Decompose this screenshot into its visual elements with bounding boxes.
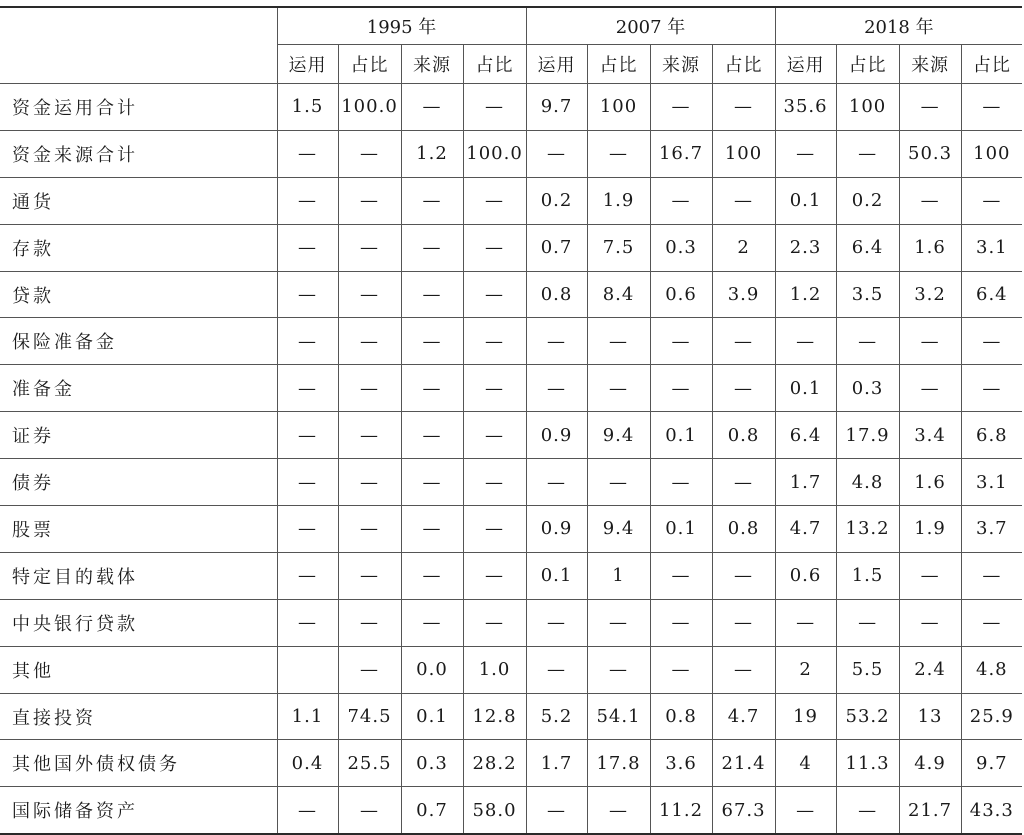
table-cell: 3.5 xyxy=(836,271,899,318)
table-cell: — xyxy=(277,412,338,459)
table-cell: — xyxy=(277,224,338,271)
table-cell: — xyxy=(775,318,836,365)
table-cell: — xyxy=(961,318,1022,365)
table-row xyxy=(0,84,1022,131)
table-cell: 6.4 xyxy=(836,224,899,271)
table-cell: 0.9 xyxy=(526,412,587,459)
table-cell: — xyxy=(712,177,775,224)
table-cell: 100.0 xyxy=(338,84,401,131)
table-cell: — xyxy=(650,459,712,506)
table-cell: — xyxy=(401,599,463,646)
table-cell: 1 xyxy=(587,552,650,599)
table-cell: — xyxy=(338,459,401,506)
table-row xyxy=(0,459,1022,506)
table-cell: 19 xyxy=(775,693,836,740)
table-cell: — xyxy=(401,318,463,365)
table-cell: 100 xyxy=(961,130,1022,177)
table-cell: 0.2 xyxy=(836,177,899,224)
table-cell: — xyxy=(712,318,775,365)
table-cell: — xyxy=(338,552,401,599)
table-cell: 21.7 xyxy=(899,787,961,834)
table-cell: 0.8 xyxy=(650,693,712,740)
table-cell: — xyxy=(526,599,587,646)
table-cell: 28.2 xyxy=(463,740,526,787)
table-cell: — xyxy=(899,365,961,412)
table-cell: 3.7 xyxy=(961,506,1022,553)
table-cell: — xyxy=(587,365,650,412)
table-row xyxy=(0,130,1022,177)
table-cell: 53.2 xyxy=(836,693,899,740)
table-cell: — xyxy=(463,177,526,224)
table-cell: 0.8 xyxy=(526,271,587,318)
column-header: 来源 xyxy=(650,45,712,84)
table-cell: 4 xyxy=(775,740,836,787)
table-cell: 5.5 xyxy=(836,646,899,693)
table-cell: — xyxy=(277,365,338,412)
table-cell: — xyxy=(338,318,401,365)
table-cell: 1.5 xyxy=(277,84,338,131)
table-cell: — xyxy=(401,459,463,506)
table-cell: 9.4 xyxy=(587,412,650,459)
table-cell: — xyxy=(277,787,338,834)
table-cell: — xyxy=(463,552,526,599)
table-cell: — xyxy=(961,84,1022,131)
table-cell: — xyxy=(712,552,775,599)
table-cell: — xyxy=(712,365,775,412)
table-cell: 6.8 xyxy=(961,412,1022,459)
table-cell: — xyxy=(401,271,463,318)
table-cell: 0.9 xyxy=(526,506,587,553)
table-cell: 1.2 xyxy=(401,130,463,177)
table-cell: — xyxy=(338,506,401,553)
table-cell: — xyxy=(775,787,836,834)
table-cell: 0.1 xyxy=(526,552,587,599)
table-cell: — xyxy=(401,224,463,271)
table-cell: 3.6 xyxy=(650,740,712,787)
table-cell: 0.3 xyxy=(401,740,463,787)
table-cell: — xyxy=(463,84,526,131)
table-cell: 25.5 xyxy=(338,740,401,787)
table-cell: — xyxy=(463,271,526,318)
table-cell: 0.1 xyxy=(775,177,836,224)
stub-header-cell xyxy=(0,7,277,84)
table-cell: 4.7 xyxy=(712,693,775,740)
table-cell: — xyxy=(277,506,338,553)
table-cell: 7.5 xyxy=(587,224,650,271)
table-cell: 0.1 xyxy=(650,412,712,459)
row-label: 存款 xyxy=(0,224,277,271)
table-cell: — xyxy=(587,459,650,506)
table-cell: 1.6 xyxy=(899,459,961,506)
table-cell: — xyxy=(338,365,401,412)
table-cell: — xyxy=(961,177,1022,224)
table-cell: 13 xyxy=(899,693,961,740)
table-cell: — xyxy=(961,599,1022,646)
table-cell: — xyxy=(836,130,899,177)
table-cell: 74.5 xyxy=(338,693,401,740)
table-cell: — xyxy=(712,459,775,506)
table-cell: — xyxy=(463,224,526,271)
table-cell: — xyxy=(650,599,712,646)
table-cell: — xyxy=(277,318,338,365)
table-cell: 0.6 xyxy=(775,552,836,599)
table-cell: — xyxy=(338,177,401,224)
row-label: 其他国外债权债务 xyxy=(0,740,277,787)
row-label: 准备金 xyxy=(0,365,277,412)
table-row xyxy=(0,787,1022,834)
funds-flow-table xyxy=(0,6,1022,835)
table-cell: 4.8 xyxy=(836,459,899,506)
table-cell: — xyxy=(463,599,526,646)
row-label: 股票 xyxy=(0,506,277,553)
table-cell: 3.1 xyxy=(961,224,1022,271)
year-header-2018: 2018 年 xyxy=(775,7,1022,45)
table-cell: 3.4 xyxy=(899,412,961,459)
year-header-row xyxy=(0,7,1022,45)
table-cell: — xyxy=(338,130,401,177)
table-cell: — xyxy=(961,365,1022,412)
table-cell: — xyxy=(526,365,587,412)
table-cell: — xyxy=(277,271,338,318)
table-cell: 9.4 xyxy=(587,506,650,553)
table-cell: — xyxy=(650,365,712,412)
table-cell: 4.9 xyxy=(899,740,961,787)
table-row xyxy=(0,412,1022,459)
table-cell: — xyxy=(463,459,526,506)
table-cell: 0.7 xyxy=(401,787,463,834)
table-cell: 67.3 xyxy=(712,787,775,834)
column-header: 占比 xyxy=(836,45,899,84)
table-cell: 1.9 xyxy=(899,506,961,553)
table-cell: — xyxy=(650,177,712,224)
table-cell: 25.9 xyxy=(961,693,1022,740)
row-label: 资金运用合计 xyxy=(0,84,277,131)
table-row xyxy=(0,318,1022,365)
table-cell: 54.1 xyxy=(587,693,650,740)
table-cell: 17.9 xyxy=(836,412,899,459)
table-cell: 0.3 xyxy=(650,224,712,271)
table-cell: — xyxy=(899,552,961,599)
table-cell: 50.3 xyxy=(899,130,961,177)
row-label: 特定目的载体 xyxy=(0,552,277,599)
table-cell: — xyxy=(277,552,338,599)
table-cell: 12.8 xyxy=(463,693,526,740)
table-cell: 11.3 xyxy=(836,740,899,787)
table-cell: 1.7 xyxy=(775,459,836,506)
row-label: 资金来源合计 xyxy=(0,130,277,177)
table-cell: 2 xyxy=(712,224,775,271)
row-label: 通货 xyxy=(0,177,277,224)
table-cell: — xyxy=(463,318,526,365)
table-cell: 0.8 xyxy=(712,506,775,553)
table-cell: — xyxy=(712,84,775,131)
table-cell: — xyxy=(899,318,961,365)
table-row xyxy=(0,506,1022,553)
table-cell: — xyxy=(526,459,587,506)
table-cell: — xyxy=(338,224,401,271)
table-cell: — xyxy=(338,646,401,693)
table-cell: — xyxy=(587,787,650,834)
year-header-1995: 1995 年 xyxy=(277,7,526,45)
table-cell: 1.9 xyxy=(587,177,650,224)
table-cell: 8.4 xyxy=(587,271,650,318)
table-row xyxy=(0,552,1022,599)
column-header: 运用 xyxy=(526,45,587,84)
table-cell: 3.9 xyxy=(712,271,775,318)
row-label: 中央银行贷款 xyxy=(0,599,277,646)
table-cell: — xyxy=(463,412,526,459)
table-row xyxy=(0,740,1022,787)
table-cell: — xyxy=(463,506,526,553)
table-cell: — xyxy=(401,365,463,412)
table-cell: — xyxy=(463,365,526,412)
table-cell: 13.2 xyxy=(836,506,899,553)
table-cell: 5.2 xyxy=(526,693,587,740)
table-cell: 3.1 xyxy=(961,459,1022,506)
table-cell: 100 xyxy=(712,130,775,177)
row-label: 直接投资 xyxy=(0,693,277,740)
table-cell: 1.0 xyxy=(463,646,526,693)
table-cell: — xyxy=(401,552,463,599)
table-cell: — xyxy=(587,599,650,646)
column-header: 占比 xyxy=(338,45,401,84)
table-cell: — xyxy=(775,599,836,646)
table-cell: 1.7 xyxy=(526,740,587,787)
table-cell: 1.2 xyxy=(775,271,836,318)
column-header: 运用 xyxy=(277,45,338,84)
table-cell: — xyxy=(338,412,401,459)
year-header-2007: 2007 年 xyxy=(526,7,775,45)
table-cell: — xyxy=(401,84,463,131)
table-cell: — xyxy=(712,599,775,646)
table-cell: 100 xyxy=(836,84,899,131)
table-cell: 35.6 xyxy=(775,84,836,131)
table-cell: — xyxy=(338,271,401,318)
row-label: 国际储备资产 xyxy=(0,787,277,834)
table-cell: — xyxy=(277,459,338,506)
table-cell: 43.3 xyxy=(961,787,1022,834)
table-body xyxy=(0,84,1022,835)
table-cell: — xyxy=(587,130,650,177)
table-cell: — xyxy=(650,646,712,693)
table-cell: 1.1 xyxy=(277,693,338,740)
table-cell: 0.1 xyxy=(401,693,463,740)
table-cell: 21.4 xyxy=(712,740,775,787)
table-row xyxy=(0,177,1022,224)
table-row xyxy=(0,224,1022,271)
table-cell: 0.6 xyxy=(650,271,712,318)
table-cell: — xyxy=(338,599,401,646)
table-cell: 0.3 xyxy=(836,365,899,412)
table-cell: — xyxy=(401,412,463,459)
table-row xyxy=(0,646,1022,693)
table-cell: 1.5 xyxy=(836,552,899,599)
row-label: 债券 xyxy=(0,459,277,506)
table-cell: 11.2 xyxy=(650,787,712,834)
table-row xyxy=(0,693,1022,740)
row-label: 保险准备金 xyxy=(0,318,277,365)
table-cell: — xyxy=(587,646,650,693)
table-cell: — xyxy=(526,318,587,365)
table-cell: 16.7 xyxy=(650,130,712,177)
table-row xyxy=(0,599,1022,646)
table-cell: — xyxy=(277,177,338,224)
table-cell: — xyxy=(526,787,587,834)
table-row xyxy=(0,365,1022,412)
table-cell: — xyxy=(899,84,961,131)
column-header: 来源 xyxy=(899,45,961,84)
table-cell: — xyxy=(526,130,587,177)
table-cell: 0.0 xyxy=(401,646,463,693)
table-cell: 0.4 xyxy=(277,740,338,787)
table-cell: 100.0 xyxy=(463,130,526,177)
table-cell: 6.4 xyxy=(775,412,836,459)
table-cell: — xyxy=(836,318,899,365)
table-cell: — xyxy=(899,599,961,646)
table-cell: — xyxy=(775,130,836,177)
table-cell: — xyxy=(650,318,712,365)
table-cell: 58.0 xyxy=(463,787,526,834)
table-cell: 4.7 xyxy=(775,506,836,553)
column-header: 占比 xyxy=(463,45,526,84)
column-header: 占比 xyxy=(712,45,775,84)
table-cell: — xyxy=(650,552,712,599)
table-cell: 2.3 xyxy=(775,224,836,271)
row-label: 其他 xyxy=(0,646,277,693)
table-cell: — xyxy=(338,787,401,834)
table-cell: — xyxy=(526,646,587,693)
table-cell xyxy=(277,646,338,693)
table-cell: — xyxy=(836,787,899,834)
table-cell: 2 xyxy=(775,646,836,693)
table-row xyxy=(0,271,1022,318)
table-cell: 9.7 xyxy=(961,740,1022,787)
table-cell: 9.7 xyxy=(526,84,587,131)
column-header: 占比 xyxy=(587,45,650,84)
table-cell: 1.6 xyxy=(899,224,961,271)
table-cell: 17.8 xyxy=(587,740,650,787)
table-cell: — xyxy=(836,599,899,646)
row-label: 证券 xyxy=(0,412,277,459)
row-label: 贷款 xyxy=(0,271,277,318)
table-cell: — xyxy=(587,318,650,365)
table-cell: — xyxy=(401,506,463,553)
column-header: 运用 xyxy=(775,45,836,84)
table-cell: 3.2 xyxy=(899,271,961,318)
table-cell: — xyxy=(650,84,712,131)
table-cell: — xyxy=(712,646,775,693)
column-header: 来源 xyxy=(401,45,463,84)
table-cell: — xyxy=(277,130,338,177)
table-cell: 0.1 xyxy=(650,506,712,553)
table-cell: 2.4 xyxy=(899,646,961,693)
table-cell: 0.8 xyxy=(712,412,775,459)
column-header: 占比 xyxy=(961,45,1022,84)
table-cell: 100 xyxy=(587,84,650,131)
table-cell: 4.8 xyxy=(961,646,1022,693)
table-cell: 0.1 xyxy=(775,365,836,412)
table-cell: — xyxy=(401,177,463,224)
table-cell: 6.4 xyxy=(961,271,1022,318)
table-cell: 0.2 xyxy=(526,177,587,224)
table-cell: 0.7 xyxy=(526,224,587,271)
table-cell: — xyxy=(277,599,338,646)
table-cell: — xyxy=(899,177,961,224)
table-cell: — xyxy=(961,552,1022,599)
